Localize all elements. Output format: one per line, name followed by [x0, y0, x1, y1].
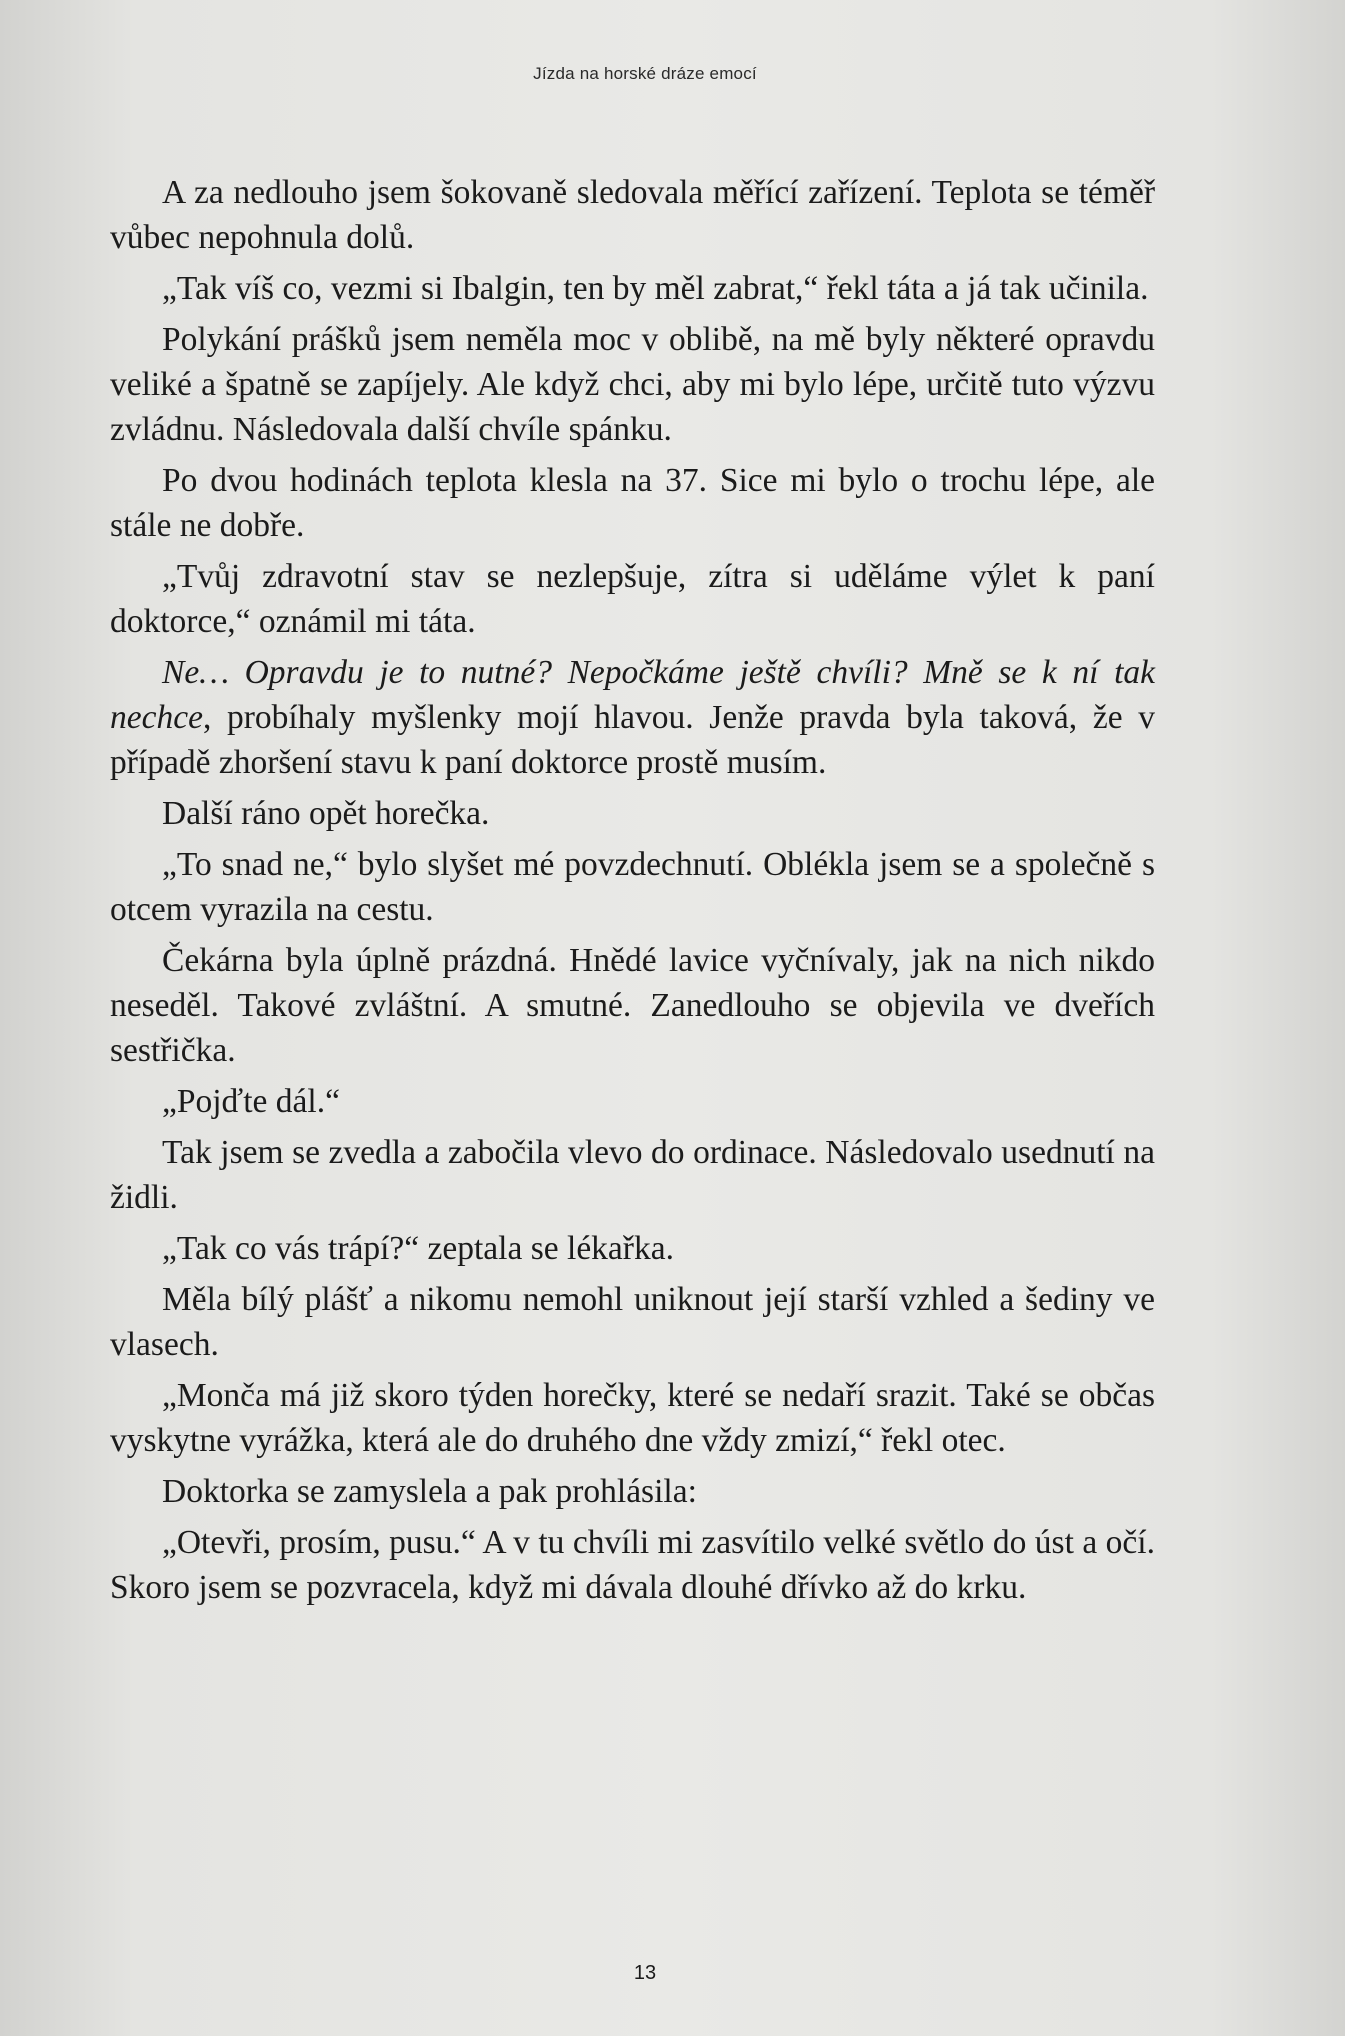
paragraph: Doktorka se zamyslela a pak prohlásila:	[162, 1473, 697, 1510]
paragraph: A za nedlouho jsem šokovaně sledovala měřící zařízení. Teplota se téměř vůbec nepohnula dolů.	[110, 174, 1155, 256]
paragraph: Po dvou hodinách teplota klesla na 37. Sice mi bylo o trochu lépe, ale stále ne dobře.	[110, 462, 1155, 544]
paragraph: „To snad ne,“ bylo slyšet mé povzdechnutí. Oblékla jsem se a společně s otcem vyrazila na cestu.	[110, 846, 1155, 928]
paragraph: „Tvůj zdravotní stav se nezlepšuje, zítra si uděláme výlet k paní doktorce,“ oznámil mi táta.	[110, 558, 1155, 640]
paragraph: Čekárna byla úplně prázdná. Hnědé lavice vyčnívaly, jak na nich nikdo neseděl. Takové zvláštní. A smutné. Zanedlouho se objevila ve dveřích sestřička.	[110, 942, 1155, 1069]
paragraph: „Monča má již skoro týden horečky, které se nedaří srazit. Také se občas vyskytne vyrážka, která ale do druhého dne vždy zmizí,“ řekl otec.	[110, 1377, 1155, 1459]
running-head: Jízda na horské dráze emocí	[533, 64, 757, 83]
page-number: 13	[633, 1962, 657, 1984]
paragraph: „Otevři, prosím, pusu.“ A v tu chvíli mi zasvítilo velké světlo do úst a očí. Skoro jsem se pozvracela, když mi dávala dlouhé dřívko až do krku.	[110, 1524, 1155, 1606]
paragraph: „Tak co vás trápí?“ zeptala se lékařka.	[162, 1230, 674, 1267]
paragraph: Polykání prášků jsem neměla moc v oblibě, na mě byly některé opravdu veliké a špatně se zapíjely. Ale když chci, aby mi bylo lépe, určitě tuto výzvu zvládnu. Následovala další chvíle spánku.	[110, 321, 1155, 448]
paragraph: „Pojďte dál.“	[162, 1083, 340, 1120]
paragraph: Měla bílý plášť a nikomu nemohl uniknout její starší vzhled a šediny ve vlasech.	[110, 1281, 1155, 1363]
italic-thought: Ne… Opravdu je to nutné? Nepočkáme ještě chvíli? Mně se k ní tak nechce	[110, 654, 1155, 736]
paragraph: „Tak víš co, vezmi si Ibalgin, ten by měl zabrat,“ řekl táta a já tak učinila.	[162, 270, 1149, 307]
body-text	[110, 170, 1155, 1616]
paragraph: Další ráno opět horečka.	[162, 795, 490, 832]
paragraph: Tak jsem se zvedla a zabočila vlevo do ordinace. Následovalo usednutí na židli.	[110, 1134, 1155, 1216]
paragraph-rest: , probíhaly myšlenky mojí hlavou. Jenže pravda byla taková, že v případě zhoršení stavu k paní doktorce prostě musím.	[110, 699, 1155, 781]
paragraph	[110, 650, 1155, 785]
